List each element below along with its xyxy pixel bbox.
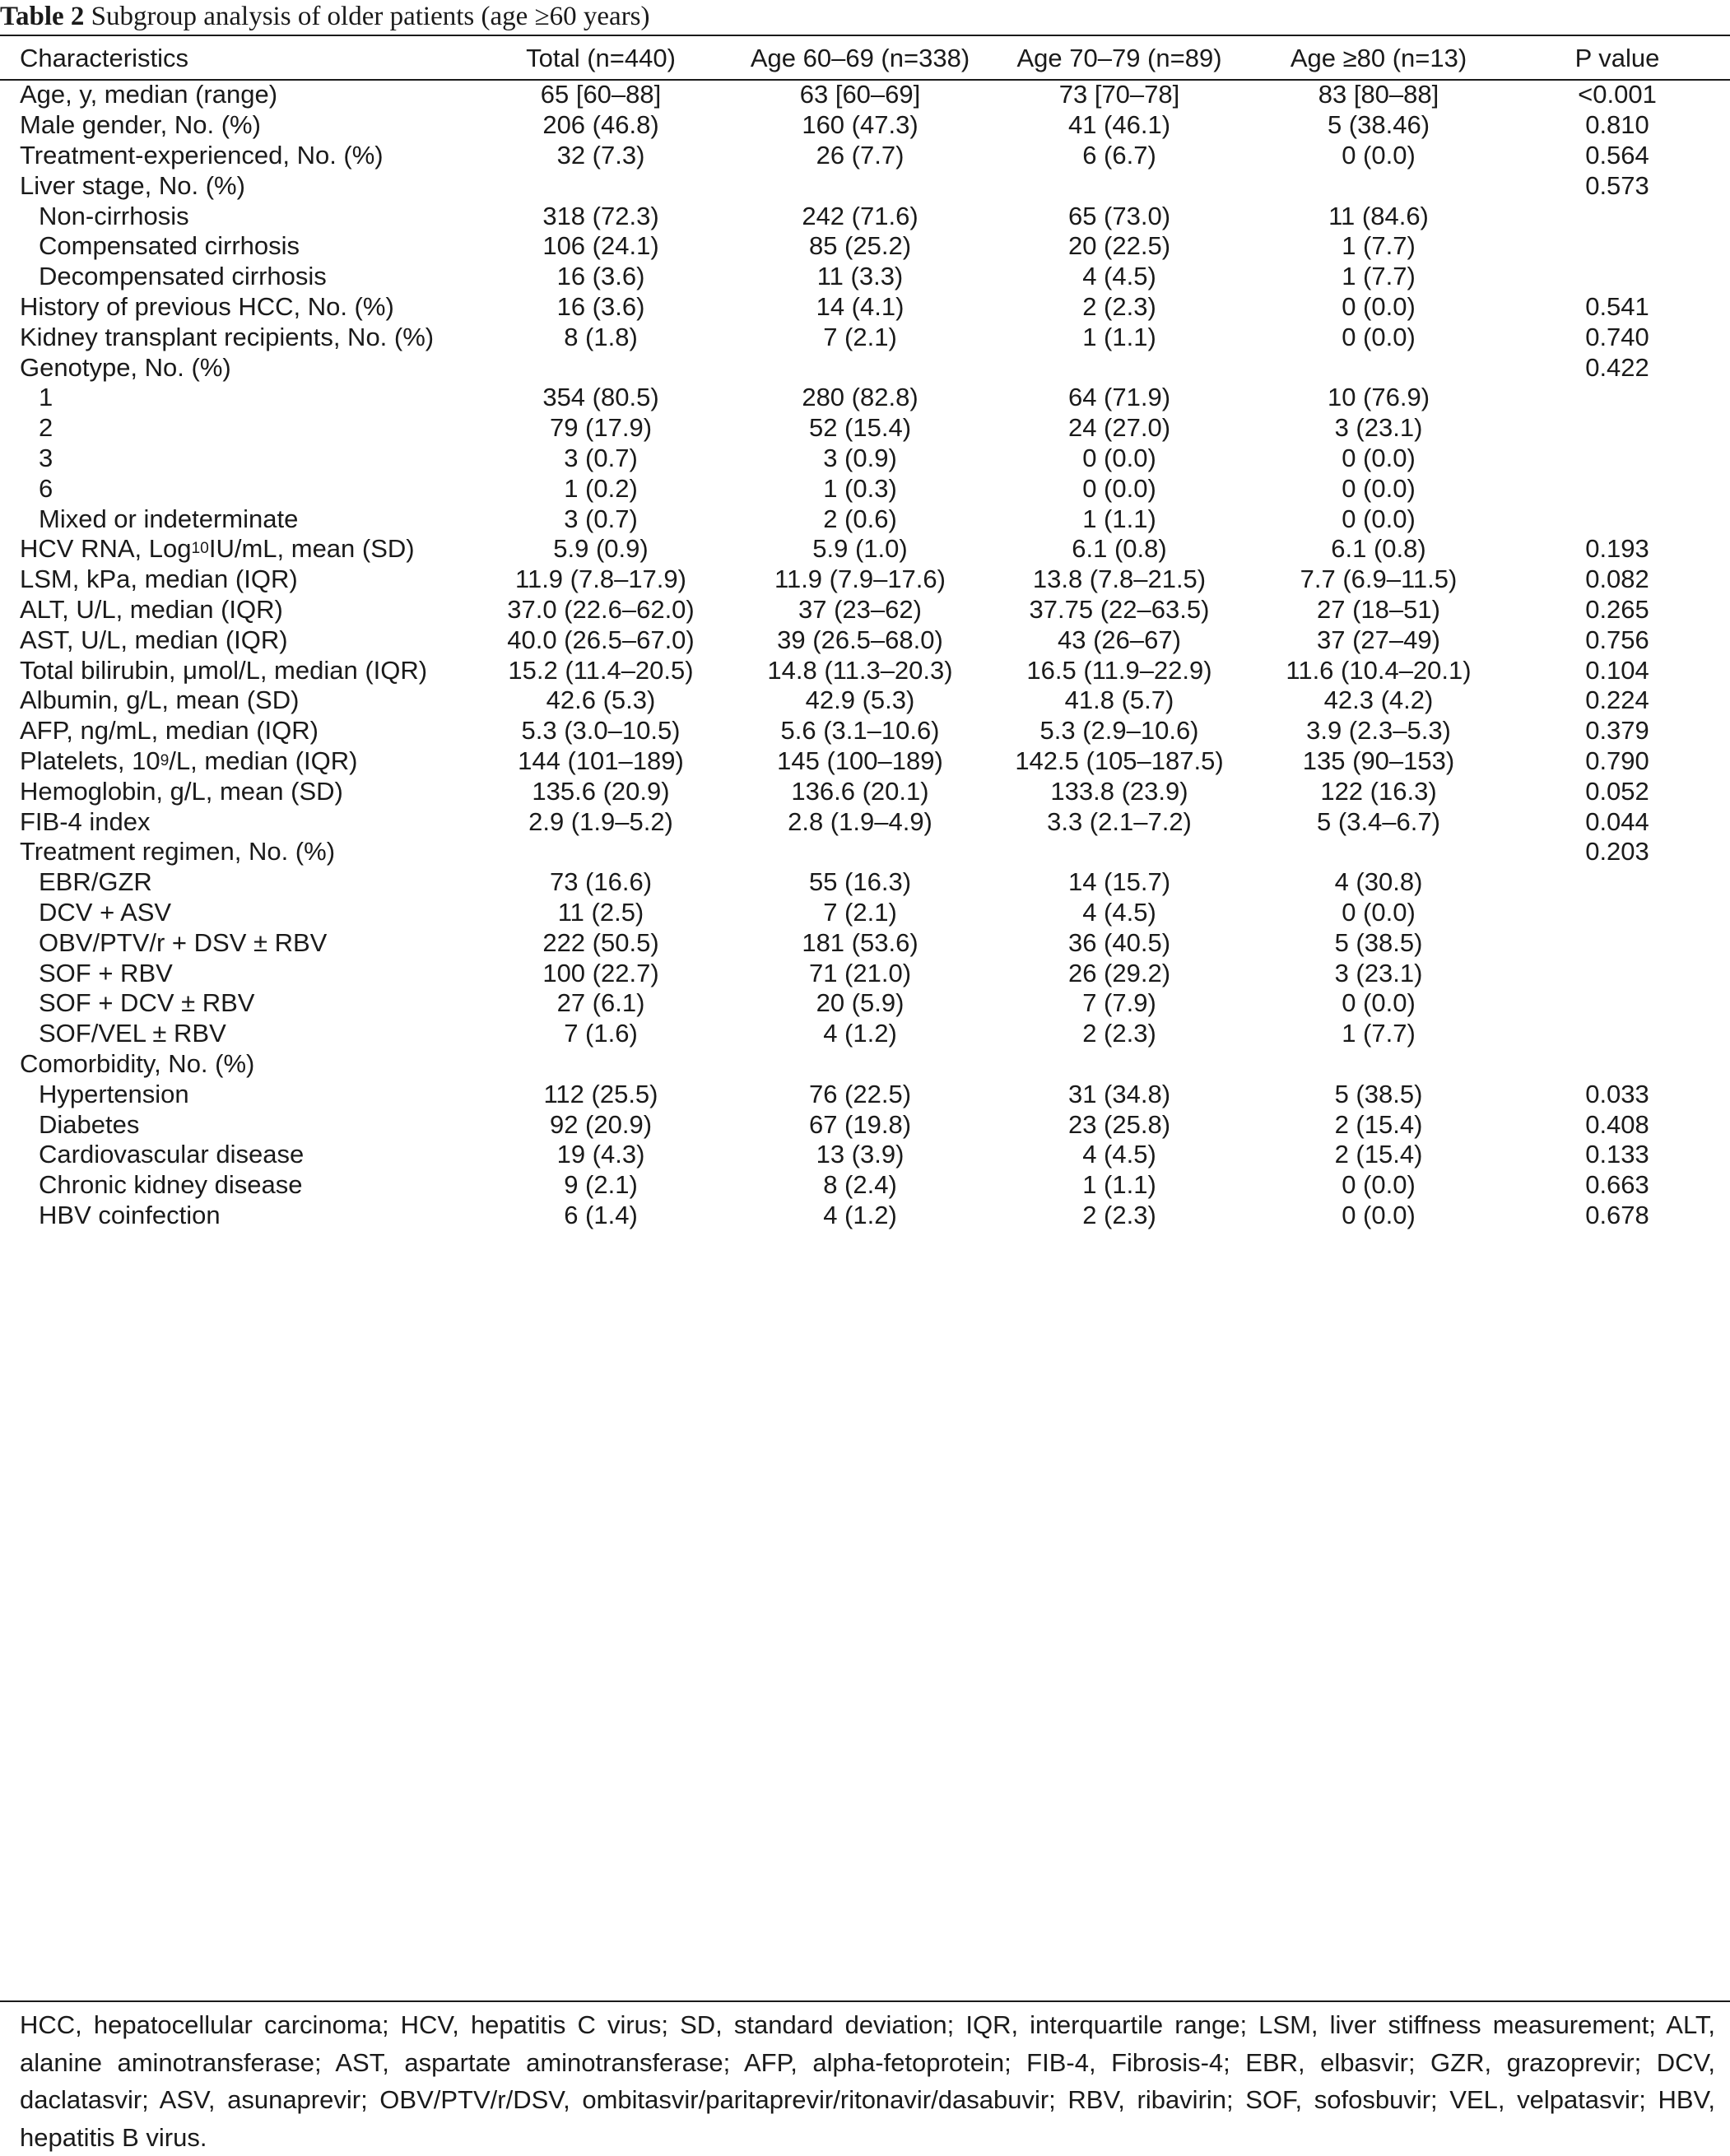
p-value-cell: 0.408 [1585, 1109, 1649, 1139]
value-cell: 112 (25.5) [543, 1079, 658, 1108]
value-cell: 65 [60–88] [540, 80, 662, 109]
table-row [0, 1109, 1730, 1140]
p-value-cell: 0.133 [1585, 1140, 1649, 1169]
table-row [0, 806, 1730, 837]
value-cell: 5.6 (3.1–10.6) [780, 716, 940, 746]
value-cell: 4 (1.2) [823, 1019, 897, 1048]
value-cell: 160 (47.3) [802, 110, 918, 140]
value-cell [737, 352, 984, 383]
value-cell: 71 (21.0) [808, 958, 912, 987]
table-row [0, 1140, 1730, 1170]
row-label: Albumin, g/L, mean (SD) [20, 685, 300, 715]
value-cell: 11 (84.6) [1328, 201, 1429, 230]
row-label: Male gender, No. (%) [20, 110, 261, 140]
value-cell: 43 (26–67) [1058, 625, 1181, 654]
header-total: Total (n=440) [526, 44, 676, 72]
table-row [0, 716, 1730, 746]
value-cell: 0 (0.0) [1342, 988, 1416, 1018]
value-cell: 135 (90–153) [1302, 746, 1455, 775]
value-cell: 135.6 (20.9) [532, 776, 670, 806]
row-label: DCV + ASV [39, 897, 172, 927]
value-cell: 4 (4.5) [1082, 262, 1156, 291]
value-cell: 4 (1.2) [823, 1200, 897, 1229]
table-top-rule [0, 35, 1730, 36]
table-row [0, 292, 1730, 323]
table-bottom-rule [0, 2000, 1730, 2002]
value-cell: 7 (2.1) [823, 322, 897, 351]
p-value-cell [1514, 201, 1720, 231]
p-value-cell: 0.790 [1585, 746, 1649, 775]
value-cell: 3 (0.7) [564, 443, 638, 472]
value-cell: 1 (7.7) [1342, 1019, 1416, 1048]
p-value-cell: 0.663 [1585, 1170, 1649, 1200]
value-cell [477, 837, 724, 867]
table-row [0, 595, 1730, 625]
table-row [0, 141, 1730, 171]
table-row [0, 958, 1730, 988]
row-label: Age, y, median (range) [20, 80, 278, 109]
value-cell: 7 (2.1) [823, 897, 897, 927]
table-caption-label: Table 2 [0, 2, 85, 31]
table-footnote: HCC, hepatocellular carcinoma; HCV, hepatitis C virus; SD, standard deviation; IQR, interquartile range; LSM, liver stiffness measurement; ALT, alanine aminotransferase; AST, aspartate aminotransferase; AFP, alpha-fetoprotein; FIB-4, Fibrosis-4; EBR, elbasvir; GZR, grazoprevir; DCV, daclatasvir; ASV, asunaprevir; OBV/PTV/r/DSV, ombitasvir/paritaprevir/ritonavir/dasabuvir; RBV, ribavirin; SOF, sofosbuvir; VEL, velpatasvir; HBV, hepatitis B virus. [20, 2010, 1715, 2152]
row-label: OBV/PTV/r + DSV ± RBV [39, 927, 328, 957]
value-cell: 3.9 (2.3–5.3) [1306, 716, 1451, 746]
value-cell: 52 (15.4) [808, 413, 912, 443]
value-cell: 2 (0.6) [823, 504, 897, 533]
p-value-cell [1514, 927, 1720, 958]
value-cell [996, 170, 1243, 201]
value-cell: 3 (23.1) [1334, 413, 1423, 443]
value-cell: 42.3 (4.2) [1323, 685, 1434, 715]
value-cell: 11.9 (7.8–17.9) [515, 565, 686, 594]
value-cell: 55 (16.3) [808, 867, 912, 897]
value-cell: 13 (3.9) [816, 1140, 905, 1169]
value-cell: 133.8 (23.9) [1050, 776, 1188, 806]
row-label: SOF + DCV ± RBV [39, 988, 255, 1018]
value-cell: 37.0 (22.6–62.0) [507, 594, 695, 624]
value-cell: 67 (19.8) [808, 1109, 912, 1139]
table-row [0, 1170, 1730, 1201]
p-value-cell [1514, 958, 1720, 988]
row-label: SOF/VEL ± RBV [39, 1019, 226, 1048]
value-cell: 0 (0.0) [1082, 443, 1156, 472]
row-label: 3 [39, 443, 53, 472]
value-cell: 24 (27.0) [1067, 413, 1171, 443]
value-cell: 14 (15.7) [1067, 867, 1171, 897]
table-row [0, 352, 1730, 383]
value-cell: 122 (16.3) [1320, 776, 1437, 806]
p-value-cell: 0.265 [1585, 594, 1649, 624]
value-cell: 85 (25.2) [808, 231, 912, 261]
value-cell: 1 (1.1) [1082, 504, 1156, 533]
value-cell: 27 (18–51) [1317, 594, 1440, 624]
value-cell: 63 [60–69] [799, 80, 921, 109]
value-cell: 39 (26.5–68.0) [777, 625, 943, 654]
p-value-cell: 0.678 [1585, 1200, 1649, 1229]
value-cell: 8 (2.4) [823, 1170, 897, 1200]
value-cell: 206 (46.8) [542, 110, 659, 140]
p-value-cell [1514, 1049, 1720, 1080]
value-cell: 280 (82.8) [802, 383, 918, 412]
value-cell: 14 (4.1) [816, 291, 905, 321]
value-cell: 40.0 (26.5–67.0) [507, 625, 695, 654]
p-value-cell: 0.082 [1585, 565, 1649, 594]
row-label: Total bilirubin, μmol/L, median (IQR) [20, 655, 428, 685]
header-age-80-plus: Age ≥80 (n=13) [1290, 44, 1467, 72]
value-cell: 100 (22.7) [542, 958, 659, 987]
row-label: Hypertension [39, 1079, 189, 1108]
table-row [0, 1049, 1730, 1080]
row-label: 1 [39, 383, 53, 412]
row-label: Hemoglobin, g/L, mean (SD) [20, 776, 343, 806]
value-cell: 2 (15.4) [1334, 1140, 1423, 1169]
table-row [0, 927, 1730, 958]
value-cell: 1 (0.2) [564, 473, 638, 503]
p-value-cell [1514, 473, 1720, 504]
value-cell: 41 (46.1) [1067, 110, 1171, 140]
value-cell: 4 (30.8) [1334, 867, 1423, 897]
table-row [0, 898, 1730, 928]
row-label: 2 [39, 413, 53, 443]
table-row [0, 1201, 1730, 1231]
p-value-cell [1514, 504, 1720, 534]
table-row [0, 473, 1730, 504]
value-cell: 83 [80–88] [1318, 80, 1439, 109]
table-row [0, 655, 1730, 685]
value-cell: 2 (2.3) [1082, 291, 1156, 321]
table-row [0, 534, 1730, 565]
label-part: IU/mL, mean (SD) [208, 534, 415, 564]
table-row [0, 201, 1730, 231]
table-row [0, 776, 1730, 806]
value-cell: 20 (5.9) [816, 988, 905, 1018]
value-cell: 2 (2.3) [1082, 1019, 1156, 1048]
value-cell: 3 (0.7) [564, 504, 638, 533]
value-cell: 0 (0.0) [1342, 504, 1416, 533]
value-cell: 6.1 (0.8) [1331, 534, 1426, 564]
value-cell: 37 (23–62) [798, 594, 922, 624]
value-cell: 76 (22.5) [808, 1079, 912, 1108]
value-cell [737, 837, 984, 867]
table-row [0, 110, 1730, 141]
row-label: Liver stage, No. (%) [20, 170, 245, 200]
p-value-cell: 0.193 [1585, 534, 1649, 564]
value-cell: 1 (0.3) [823, 473, 897, 503]
value-cell: 79 (17.9) [549, 413, 653, 443]
table-row [0, 322, 1730, 352]
p-value-cell [1514, 988, 1720, 1019]
table-header-row [0, 38, 1730, 79]
p-value-cell: 0.052 [1585, 776, 1649, 806]
value-cell: 0 (0.0) [1342, 443, 1416, 472]
value-cell [1255, 1049, 1502, 1080]
value-cell: 36 (40.5) [1067, 927, 1171, 957]
p-value-cell: <0.001 [1578, 80, 1657, 109]
header-p-value: P value [1574, 44, 1660, 72]
value-cell: 242 (71.6) [802, 201, 918, 230]
value-cell: 6 (6.7) [1082, 140, 1156, 170]
value-cell: 9 (2.1) [564, 1170, 638, 1200]
value-cell: 42.6 (5.3) [546, 685, 656, 715]
table-row [0, 837, 1730, 867]
table-row [0, 1019, 1730, 1049]
table-row [0, 504, 1730, 534]
table-row [0, 988, 1730, 1019]
row-label: Comorbidity, No. (%) [20, 1048, 255, 1078]
label-part: /L, median (IQR) [169, 746, 358, 775]
value-cell: 1 (1.1) [1082, 1170, 1156, 1200]
p-value-cell: 0.044 [1585, 806, 1649, 836]
row-label: SOF + RBV [39, 958, 173, 987]
table-row [0, 746, 1730, 777]
table-caption-text: Subgroup analysis of older patients (age ≥60 years) [84, 2, 650, 31]
row-label: EBR/GZR [39, 867, 152, 897]
value-cell: 41.8 (5.7) [1064, 685, 1174, 715]
p-value-cell: 0.033 [1585, 1079, 1649, 1108]
p-value-cell: 0.203 [1585, 837, 1649, 867]
value-cell: 42.9 (5.3) [805, 685, 915, 715]
value-cell: 16 (3.6) [556, 291, 645, 321]
value-cell: 6 (1.4) [564, 1200, 638, 1229]
value-cell: 354 (80.5) [542, 383, 659, 412]
p-value-cell: 0.104 [1585, 655, 1649, 685]
value-cell: 7 (7.9) [1082, 988, 1156, 1018]
value-cell: 92 (20.9) [549, 1109, 653, 1139]
p-value-cell: 0.422 [1585, 352, 1649, 382]
value-cell: 73 [70–78] [1058, 80, 1180, 109]
value-cell: 222 (50.5) [542, 927, 659, 957]
table-row [0, 867, 1730, 898]
value-cell: 6.1 (0.8) [1072, 534, 1167, 564]
table-row [0, 170, 1730, 201]
p-value-cell: 0.224 [1585, 685, 1649, 715]
value-cell: 5 (38.46) [1327, 110, 1430, 140]
value-cell: 11.9 (7.9–17.6) [774, 565, 946, 594]
table-row [0, 444, 1730, 474]
p-value-cell: 0.740 [1585, 322, 1649, 351]
value-cell: 8 (1.8) [564, 322, 638, 351]
row-label: Treatment-experienced, No. (%) [20, 140, 384, 170]
p-value-cell [1514, 1019, 1720, 1049]
value-cell: 4 (4.5) [1082, 1140, 1156, 1169]
value-cell [477, 1049, 724, 1080]
value-cell: 0 (0.0) [1342, 473, 1416, 503]
value-cell: 0 (0.0) [1342, 897, 1416, 927]
row-label: Decompensated cirrhosis [39, 262, 327, 291]
value-cell: 2 (2.3) [1082, 1200, 1156, 1229]
value-cell: 10 (76.9) [1327, 383, 1430, 412]
value-cell: 145 (100–189) [777, 746, 943, 775]
value-cell: 5 (38.5) [1334, 927, 1423, 957]
value-cell: 16 (3.6) [556, 262, 645, 291]
value-cell: 7 (1.6) [564, 1019, 638, 1048]
p-value-cell [1514, 383, 1720, 413]
value-cell: 26 (7.7) [816, 140, 905, 170]
p-value-cell [1514, 413, 1720, 444]
value-cell: 73 (16.6) [549, 867, 653, 897]
value-cell: 64 (71.9) [1067, 383, 1171, 412]
value-cell: 19 (4.3) [556, 1140, 645, 1169]
row-label: LSM, kPa, median (IQR) [20, 565, 298, 594]
row-label: Treatment regimen, No. (%) [20, 837, 336, 867]
header-age-70-79: Age 70–79 (n=89) [1016, 44, 1222, 72]
value-cell: 0 (0.0) [1342, 291, 1416, 321]
p-value-cell: 0.564 [1585, 140, 1649, 170]
value-cell: 11 (2.5) [557, 897, 644, 927]
value-cell: 13.8 (7.8–21.5) [1032, 565, 1207, 594]
p-value-cell [1514, 231, 1720, 262]
value-cell: 0 (0.0) [1342, 1200, 1416, 1229]
value-cell: 37 (27–49) [1317, 625, 1440, 654]
value-cell: 5.9 (0.9) [553, 534, 649, 564]
value-cell: 2.9 (1.9–5.2) [528, 806, 673, 836]
value-cell [1255, 837, 1502, 867]
value-cell: 20 (22.5) [1067, 231, 1171, 261]
header-age-60-69: Age 60–69 (n=338) [750, 44, 970, 72]
value-cell: 27 (6.1) [556, 988, 645, 1018]
row-label: Non-cirrhosis [39, 201, 189, 230]
value-cell: 5.3 (2.9–10.6) [1039, 716, 1199, 746]
row-label: ALT, U/L, median (IQR) [20, 594, 283, 624]
row-label: HCV RNA, Log 10 IU/mL, mean (SD) [20, 534, 415, 564]
p-value-cell: 0.379 [1585, 716, 1649, 746]
value-cell: 181 (53.6) [802, 927, 918, 957]
value-cell [1255, 170, 1502, 201]
row-label: HBV coinfection [39, 1200, 221, 1229]
value-cell: 15.2 (11.4–20.5) [508, 655, 694, 685]
row-label: Cardiovascular disease [39, 1140, 305, 1169]
value-cell: 2 (15.4) [1334, 1109, 1423, 1139]
table-row [0, 685, 1730, 716]
value-cell [1255, 352, 1502, 383]
row-label: AST, U/L, median (IQR) [20, 625, 288, 654]
value-cell: 144 (101–189) [518, 746, 684, 775]
p-value-cell [1514, 262, 1720, 292]
row-label: Platelets, 10 9 /L, median (IQR) [20, 746, 358, 775]
p-value-cell [1514, 444, 1720, 474]
label-part: HCV RNA, Log [20, 534, 192, 564]
p-value-cell: 0.756 [1585, 625, 1649, 654]
row-label: Compensated cirrhosis [39, 231, 300, 261]
value-cell: 0 (0.0) [1082, 473, 1156, 503]
value-cell: 5 (3.4–6.7) [1317, 806, 1440, 836]
value-cell: 142.5 (105–187.5) [1015, 746, 1224, 775]
label-part: Platelets, 10 [20, 746, 160, 775]
row-label: AFP, ng/mL, median (IQR) [20, 716, 319, 746]
row-label: History of previous HCC, No. (%) [20, 291, 394, 321]
value-cell: 136.6 (20.1) [791, 776, 929, 806]
value-cell: 0 (0.0) [1342, 140, 1416, 170]
value-cell: 106 (24.1) [542, 231, 659, 261]
value-cell: 5.3 (3.0–10.5) [521, 716, 681, 746]
value-cell: 318 (72.3) [542, 201, 659, 230]
value-cell: 5.9 (1.0) [812, 534, 908, 564]
table-row [0, 1079, 1730, 1109]
value-cell [996, 352, 1243, 383]
p-value-cell: 0.573 [1585, 170, 1649, 200]
value-cell: 7.7 (6.9–11.5) [1300, 565, 1458, 594]
header-characteristics: Characteristics [20, 44, 188, 72]
value-cell: 23 (25.8) [1067, 1109, 1171, 1139]
value-cell: 4 (4.5) [1082, 897, 1156, 927]
value-cell: 32 (7.3) [556, 140, 645, 170]
table-row [0, 565, 1730, 595]
value-cell: 2.8 (1.9–4.9) [788, 806, 932, 836]
value-cell [477, 352, 724, 383]
value-cell: 14.8 (11.3–20.3) [767, 655, 953, 685]
value-cell: 1 (1.1) [1082, 322, 1156, 351]
p-value-cell: 0.810 [1585, 110, 1649, 140]
row-label: 6 [39, 473, 53, 503]
value-cell [996, 837, 1243, 867]
table-row [0, 262, 1730, 292]
table-row [0, 231, 1730, 262]
value-cell: 3 (23.1) [1334, 958, 1423, 987]
table-caption [0, 0, 650, 33]
p-value-cell: 0.541 [1585, 291, 1649, 321]
row-label: Kidney transplant recipients, No. (%) [20, 322, 435, 351]
value-cell [996, 1049, 1243, 1080]
value-cell: 5 (38.5) [1334, 1079, 1423, 1108]
row-label: Mixed or indeterminate [39, 504, 299, 533]
row-label: Genotype, No. (%) [20, 352, 231, 382]
value-cell: 26 (29.2) [1067, 958, 1171, 987]
row-label: Chronic kidney disease [39, 1170, 303, 1200]
value-cell [737, 1049, 984, 1080]
table-row [0, 383, 1730, 413]
table-row [0, 413, 1730, 444]
value-cell: 11 (3.3) [816, 262, 904, 291]
value-cell [737, 170, 984, 201]
value-cell: 0 (0.0) [1342, 1170, 1416, 1200]
row-label: Diabetes [39, 1109, 140, 1139]
value-cell: 31 (34.8) [1067, 1079, 1171, 1108]
value-cell: 1 (7.7) [1342, 231, 1416, 261]
value-cell: 16.5 (11.9–22.9) [1026, 655, 1212, 685]
row-label: FIB-4 index [20, 806, 151, 836]
value-cell: 3 (0.9) [823, 443, 897, 472]
p-value-cell [1514, 898, 1720, 928]
value-cell [477, 170, 724, 201]
table-row [0, 625, 1730, 655]
table-row [0, 80, 1730, 110]
value-cell: 37.75 (22–63.5) [1029, 594, 1210, 624]
value-cell: 11.6 (10.4–20.1) [1286, 655, 1472, 685]
value-cell: 1 (7.7) [1342, 262, 1416, 291]
value-cell: 65 (73.0) [1067, 201, 1171, 230]
p-value-cell [1514, 867, 1720, 898]
value-cell: 0 (0.0) [1342, 322, 1416, 351]
value-cell: 3.3 (2.1–7.2) [1047, 806, 1192, 836]
